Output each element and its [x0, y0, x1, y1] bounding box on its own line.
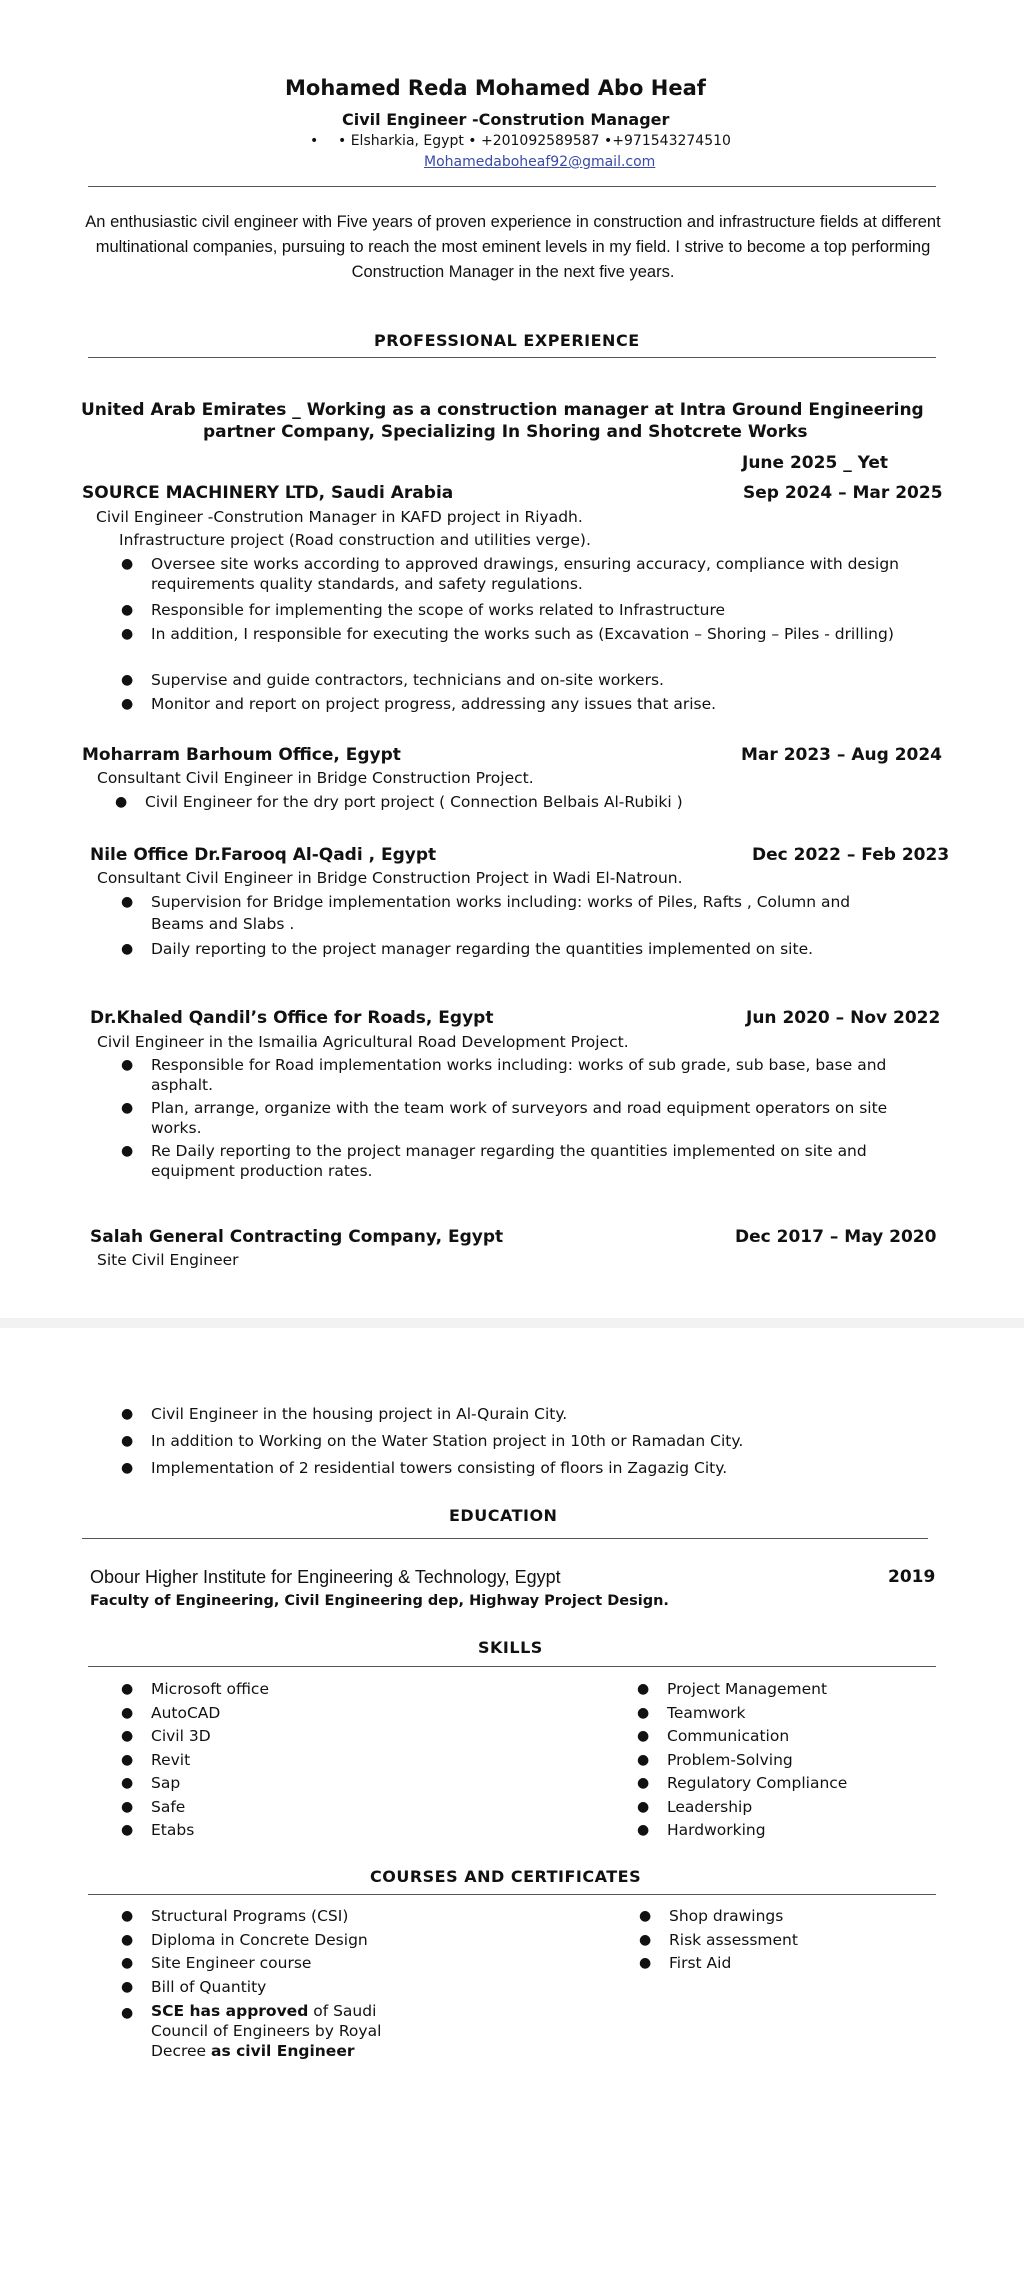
skills-heading: SKILLS: [478, 1638, 543, 1657]
bullet-text: Plan, arrange, organize with the team work of surveyors and road equipment operators on site works.: [151, 1099, 888, 1137]
salah-company: Salah General Contracting Company, Egypt: [90, 1227, 504, 1247]
source-subproject: Infrastructure project (Road construction and utilities verge).: [119, 531, 591, 549]
list-item: ● Teamwork: [637, 1703, 746, 1722]
contact-line: • Elsharkia, Egypt • +201092589587 •+971543274510: [338, 133, 731, 149]
skill-text: Problem-Solving: [667, 1750, 793, 1769]
nile-company: Nile Office Dr.Farooq Al-Qadi , Egypt: [90, 845, 437, 865]
bullet-text: Supervise and guide contractors, technicians and on-site workers.: [151, 671, 664, 689]
list-item: ● Sap: [121, 1774, 181, 1792]
experience-heading: PROFESSIONAL EXPERIENCE: [374, 331, 640, 350]
moharram-company: Moharram Barhoum Office, Egypt: [82, 745, 401, 765]
course-text: First Aid: [669, 1954, 732, 1972]
list-item: ● Responsible for Road implementation works including: works of sub grade, sub base, base and asphalt.: [121, 1056, 887, 1094]
uae-date: June 2025 _ Yet: [742, 453, 889, 473]
bullet-text: Oversee site works according to approved drawings, ensuring accuracy, compliance with design requirements quality standards, and safety regulations.: [151, 555, 899, 593]
list-item: ● Civil Engineer for the dry port project ( Connection Belbais Al-Rubiki ): [115, 793, 683, 811]
bullet-text: Responsible for Road implementation works including: works of sub grade, sub base, base and asphalt.: [151, 1056, 887, 1094]
list-item: ● Civil 3D: [121, 1727, 211, 1745]
bullet-text: In addition to Working on the Water Station project in 10th or Ramadan City.: [151, 1432, 744, 1450]
moharram-role: Consultant Civil Engineer in Bridge Construction Project.: [97, 769, 534, 787]
list-item: ● First Aid: [639, 1954, 732, 1972]
list-item: ● Structural Programs (CSI): [121, 1907, 349, 1925]
list-item: ● Communication: [637, 1727, 790, 1745]
list-item: ● Monitor and report on project progress, addressing any issues that arise.: [121, 695, 717, 713]
list-item: ● Regulatory Compliance: [637, 1774, 848, 1792]
sce-bold-text: SCE has approved: [151, 2002, 309, 2020]
list-item: ● Risk assessment: [639, 1930, 798, 1949]
list-item: ● Civil Engineer in the housing project in Al-Qurain City.: [121, 1405, 568, 1423]
course-text: Bill of Quantity: [151, 1977, 267, 1996]
skill-text: Etabs: [151, 1821, 195, 1839]
list-item: ● Daily reporting to the project manager regarding the quantities implemented on site.: [121, 940, 814, 958]
resume-page-2: [0, 1328, 1024, 2275]
list-item: ● Etabs: [121, 1821, 195, 1839]
list-item: ● Supervise and guide contractors, technicians and on-site workers.: [121, 671, 664, 689]
source-role: Civil Engineer -Constrution Manager in KAFD project in Riyadh.: [96, 508, 583, 526]
list-item: ● In addition, I responsible for executing the works such as (Excavation – Shoring – Piles - drilling): [121, 625, 894, 643]
course-text: Site Engineer course: [151, 1954, 312, 1972]
list-item: ● Implementation of 2 residential towers consisting of floors in Zagazig City.: [121, 1459, 728, 1477]
courses-heading: COURSES AND CERTIFICATES: [370, 1867, 642, 1886]
list-item: ● Supervision for Bridge implementation works including: works of Piles, Rafts , Column and Beams and Slabs .: [121, 893, 851, 933]
moharram-bullets: [115, 791, 905, 813]
bullet-text: Civil Engineer in the housing project in Al-Qurain City.: [151, 1405, 568, 1423]
list-item: ● Problem-Solving: [637, 1750, 793, 1769]
list-item: ● Leadership: [637, 1797, 753, 1816]
salah-role: Site Civil Engineer: [97, 1251, 239, 1269]
source-date: Sep 2024 – Mar 2025: [743, 483, 943, 503]
moharram-date: Mar 2023 – Aug 2024: [741, 745, 943, 765]
skill-text: Revit: [151, 1750, 191, 1769]
skill-text: Regulatory Compliance: [667, 1774, 848, 1792]
education-heading: EDUCATION: [449, 1506, 558, 1525]
list-item: ● Plan, arrange, organize with the team work of surveyors and road equipment operators on site works.: [121, 1099, 888, 1137]
khaled-date: Jun 2020 – Nov 2022: [746, 1008, 941, 1028]
bullet-text: Implementation of 2 residential towers consisting of floors in Zagazig City.: [151, 1459, 728, 1477]
khaled-company: Dr.Khaled Qandil’s Office for Roads, Egypt: [90, 1008, 494, 1028]
nile-bullets: [121, 891, 891, 960]
bullet-text: Responsible for implementing the scope of works related to Infrastructure: [151, 601, 726, 619]
skills-divider: [88, 1666, 936, 1667]
list-item: ● In addition to Working on the Water Station project in 10th or Ramadan City.: [121, 1432, 744, 1450]
list-item: ● Site Engineer course: [121, 1954, 312, 1972]
list-item: ● Oversee site works according to approved drawings, ensuring accuracy, compliance with design requirements quality standards, and safety regulations.: [121, 555, 899, 593]
skills-left-list: [121, 1678, 451, 1843]
list-item: ● AutoCAD: [121, 1703, 221, 1722]
sce-text: Council of Engineers by Royal: [151, 2022, 382, 2040]
list-item: ● Diploma in Concrete Design: [121, 1930, 368, 1949]
education-year: 2019: [888, 1567, 936, 1587]
list-item: ● Microsoft office: [121, 1680, 269, 1698]
email-link[interactable]: Mohamedaboheaf92@gmail.com: [424, 154, 656, 170]
source-bullets: [121, 554, 911, 716]
experience-divider: [88, 357, 936, 358]
bullet-text: Daily reporting to the project manager regarding the quantities implemented on site.: [151, 940, 814, 958]
contact-bullet: •: [310, 133, 319, 149]
list-item: ● Re Daily reporting to the project manager regarding the quantities implemented on site and equipment production rates.: [121, 1142, 867, 1180]
list-item: ● Revit: [121, 1750, 191, 1769]
list-item: ● Shop drawings: [639, 1907, 784, 1925]
skill-text: Safe: [151, 1797, 186, 1816]
khaled-bullets: [121, 1055, 891, 1181]
education-divider: [82, 1538, 928, 1539]
uae-position-line2: partner Company, Specializing In Shoring and Shotcrete Works: [203, 422, 808, 442]
candidate-name: Mohamed Reda Mohamed Abo Heaf: [285, 76, 706, 100]
professional-summary: An enthusiastic civil engineer with Five years of proven experience in construction and infrastructure fields at different multinational companies, pursuing to reach the most eminent levels in my field. I strive to become a top performing Construction Manager in the next five years.: [85, 213, 941, 281]
skill-text: Sap: [151, 1774, 181, 1792]
courses-right-list: [639, 1905, 969, 1976]
nile-date: Dec 2022 – Feb 2023: [752, 845, 950, 865]
course-text: Shop drawings: [669, 1907, 784, 1925]
skill-text: Microsoft office: [151, 1680, 269, 1698]
list-item: ● Project Management: [637, 1680, 828, 1698]
list-item: ● Bill of Quantity: [121, 1977, 267, 1996]
bullet-text: Civil Engineer for the dry port project ( Connection Belbais Al-Rubiki ): [145, 793, 683, 811]
education-faculty: Faculty of Engineering, Civil Engineering dep, Highway Project Design.: [90, 1593, 669, 1609]
list-item: ● Responsible for implementing the scope of works related to Infrastructure: [121, 601, 726, 619]
list-item: ● Safe: [121, 1797, 186, 1816]
bullet-text: Monitor and report on project progress, addressing any issues that arise.: [151, 695, 717, 713]
skill-text: AutoCAD: [151, 1703, 221, 1722]
skills-right-list: [637, 1678, 967, 1843]
uae-position-line1: United Arab Emirates _ Working as a construction manager at Intra Ground Engineering: [81, 400, 924, 420]
skill-text: Communication: [667, 1727, 790, 1745]
skill-text: Civil 3D: [151, 1727, 211, 1745]
source-company: SOURCE MACHINERY LTD, Saudi Arabia: [82, 483, 454, 503]
skill-text: Project Management: [667, 1680, 828, 1698]
nile-role: Consultant Civil Engineer in Bridge Construction Project in Wadi El-Natroun.: [97, 869, 683, 887]
khaled-role: Civil Engineer in the Ismailia Agricultural Road Development Project.: [97, 1033, 629, 1051]
list-item: ● SCE has approved of Saudi Council of Engineers by Royal Decree as civil Engineer: [121, 2002, 382, 2060]
skill-text: Leadership: [667, 1797, 753, 1816]
bullet-text: Supervision for Bridge implementation works including: works of Piles, Rafts , Column and Beams and Slabs .: [151, 893, 851, 933]
course-text: Risk assessment: [669, 1930, 798, 1949]
sce-bold-text: as civil Engineer: [211, 2042, 355, 2060]
sce-text: Decree: [151, 2042, 212, 2060]
header-divider: [88, 186, 936, 187]
education-institute: Obour Higher Institute for Engineering & Technology, Egypt: [90, 1567, 561, 1587]
sce-text: of Saudi: [308, 2002, 377, 2020]
bullet-text: In addition, I responsible for executing the works such as (Excavation – Shoring – Piles - drilling): [151, 625, 894, 643]
courses-left-list: [121, 1905, 451, 2061]
salah-date: Dec 2017 – May 2020: [735, 1227, 937, 1247]
salah-bullets: [121, 1401, 911, 1482]
page-break: [0, 1318, 1024, 1328]
course-text: Diploma in Concrete Design: [151, 1930, 368, 1949]
skill-text: Teamwork: [667, 1703, 746, 1722]
bullet-text: Re Daily reporting to the project manager regarding the quantities implemented on site and equipment production rates.: [151, 1142, 867, 1180]
job-title: Civil Engineer -Constrution Manager: [342, 110, 670, 129]
courses-divider: [88, 1894, 936, 1895]
list-item: ● Hardworking: [637, 1821, 766, 1839]
skill-text: Hardworking: [667, 1821, 766, 1839]
course-text: Structural Programs (CSI): [151, 1907, 349, 1925]
